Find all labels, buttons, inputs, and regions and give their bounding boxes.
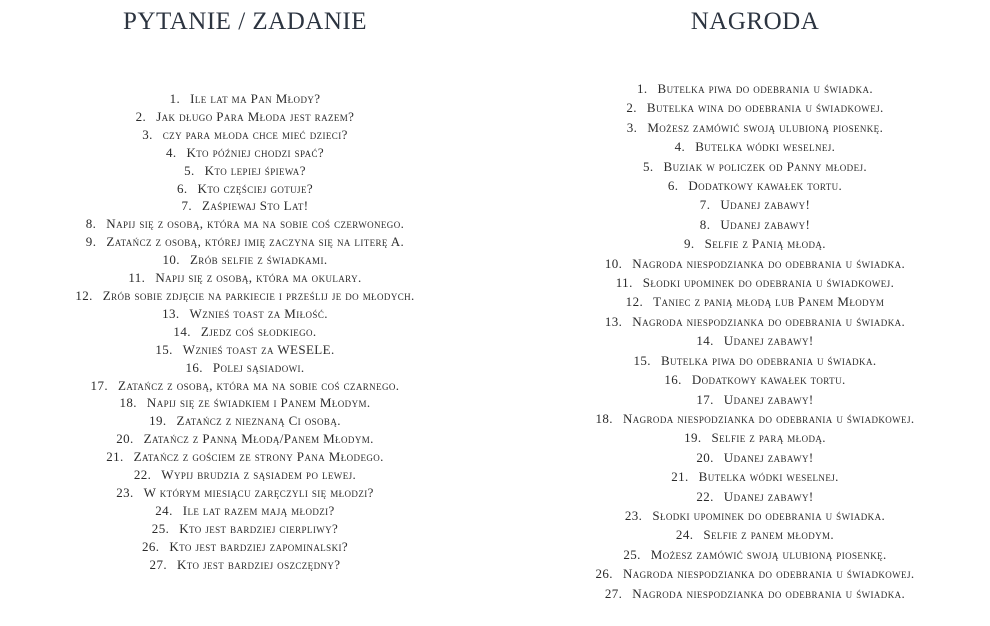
item-number: 6. bbox=[176, 180, 188, 196]
item-text: Napij się z osobą, która ma na sobie coś czerwonego. bbox=[106, 216, 405, 232]
list-item bbox=[520, 448, 990, 467]
item-text: Butelka piwa do odebrania u świadka. bbox=[657, 81, 874, 96]
list-item bbox=[10, 359, 480, 377]
list-item bbox=[10, 287, 480, 305]
item-number: 17. bbox=[90, 377, 108, 393]
item-number: 23. bbox=[624, 507, 643, 523]
item-text: Polej sąsiadowi. bbox=[212, 359, 305, 375]
item-text: Udanej zabawy! bbox=[723, 488, 814, 504]
list-item bbox=[520, 545, 990, 564]
item-number: 1. bbox=[169, 91, 181, 106]
question-column-title: PYTANIE / ZADANIE bbox=[123, 8, 367, 35]
item-text: Napij się z osobą, która ma okulary. bbox=[155, 270, 362, 286]
item-number: 2. bbox=[626, 100, 637, 116]
item-number: 4. bbox=[674, 139, 686, 155]
item-text: Buziak w policzek od Panny młodej. bbox=[663, 158, 868, 174]
item-number: 19. bbox=[149, 413, 167, 429]
item-number: 7. bbox=[181, 198, 193, 214]
item-text: Butelka wódki weselnej. bbox=[698, 469, 839, 485]
list-item bbox=[520, 428, 990, 447]
item-number: 21. bbox=[106, 449, 124, 465]
item-text: Udanej zabawy! bbox=[720, 197, 811, 213]
item-number: 15. bbox=[633, 352, 651, 368]
item-number: 19. bbox=[684, 430, 702, 446]
item-number: 5. bbox=[642, 158, 654, 174]
item-number: 8. bbox=[85, 216, 97, 232]
item-text: Napij się ze świadkiem i Panem Młodym. bbox=[146, 395, 371, 411]
item-text: Wznieś toast za WESELE. bbox=[182, 341, 335, 357]
item-number: 12. bbox=[625, 294, 644, 310]
item-number: 24. bbox=[675, 527, 694, 543]
item-text: Taniec z panią młodą lub Panem Młodym bbox=[653, 294, 885, 310]
item-number: 26. bbox=[595, 566, 613, 582]
item-text: Zatańcz z gościem ze strony Pana Młodego. bbox=[133, 449, 384, 465]
item-text: Selfie z Panią młodą. bbox=[704, 236, 826, 252]
item-text: Wznieś toast za Miłość. bbox=[189, 305, 328, 321]
list-item bbox=[10, 556, 480, 574]
item-number: 3. bbox=[142, 126, 153, 142]
list-item bbox=[520, 79, 990, 98]
item-number: 14. bbox=[696, 333, 714, 349]
item-text: Udanej zabawy! bbox=[723, 391, 814, 407]
list-item bbox=[10, 377, 480, 395]
item-text: Selfie z panem młodym. bbox=[703, 527, 835, 543]
list-item bbox=[520, 137, 990, 156]
list-item bbox=[10, 394, 480, 412]
item-number: 7. bbox=[699, 197, 711, 213]
item-text: Zatańcz z Panną Młodą/Panem Młodym. bbox=[143, 431, 374, 447]
list-item bbox=[520, 331, 990, 350]
item-number: 22. bbox=[133, 467, 152, 483]
item-text: Możesz zamówić swoją ulubioną piosenkę. bbox=[647, 119, 884, 135]
list-item bbox=[520, 525, 990, 544]
item-text: Zatańcz z nieznaną Ci osobą. bbox=[176, 413, 341, 429]
list-item bbox=[10, 448, 480, 466]
item-text: Ile lat ma Pan Młody? bbox=[190, 91, 321, 106]
item-text: Butelka wódki weselnej. bbox=[695, 139, 836, 155]
item-text: Możesz zamówić swoją ulubioną piosenkę. bbox=[650, 546, 887, 562]
list-item bbox=[10, 520, 480, 538]
list-item bbox=[520, 467, 990, 486]
list-item bbox=[520, 157, 990, 176]
item-text: Udanej zabawy! bbox=[720, 216, 811, 232]
item-number: 8. bbox=[699, 216, 711, 232]
item-text: Ile lat razem mają młodzi? bbox=[182, 502, 335, 518]
list-item bbox=[520, 487, 990, 506]
item-text: Kto częściej gotuje? bbox=[197, 180, 314, 196]
item-number: 13. bbox=[162, 305, 180, 321]
item-number: 27. bbox=[149, 556, 167, 572]
item-text: Zrób sobie zdjęcie na parkiecie i prześlij je do młodych. bbox=[102, 287, 415, 303]
reward-list bbox=[520, 79, 990, 603]
list-item bbox=[520, 254, 990, 273]
list-item bbox=[10, 341, 480, 359]
list-item bbox=[520, 118, 990, 137]
list-item bbox=[10, 144, 480, 162]
item-number: 11. bbox=[615, 275, 633, 291]
item-number: 12. bbox=[75, 287, 93, 303]
item-number: 10. bbox=[162, 252, 180, 268]
list-item bbox=[520, 273, 990, 292]
item-number: 16. bbox=[185, 359, 203, 375]
item-number: 15. bbox=[155, 341, 173, 357]
item-number: 25. bbox=[623, 546, 641, 562]
list-item bbox=[520, 409, 990, 428]
item-number: 23. bbox=[116, 484, 134, 500]
item-number: 10. bbox=[604, 255, 623, 271]
list-item bbox=[10, 502, 480, 520]
list-item bbox=[520, 351, 990, 370]
item-number: 25. bbox=[151, 520, 170, 536]
item-text: Dodatkowy kawałek tortu. bbox=[691, 372, 846, 388]
list-item bbox=[10, 108, 480, 126]
item-text: Jak długo Para Młoda jest razem? bbox=[156, 108, 355, 124]
list-item bbox=[10, 251, 480, 269]
item-number: 3. bbox=[626, 119, 638, 135]
item-number: 17. bbox=[696, 391, 714, 407]
item-text: Zaśpiewaj Sto Lat! bbox=[202, 198, 309, 214]
item-number: 26. bbox=[141, 538, 160, 554]
item-number: 6. bbox=[667, 178, 679, 194]
list-item bbox=[520, 564, 990, 583]
list-item bbox=[520, 195, 990, 214]
item-number: 20. bbox=[696, 449, 714, 465]
list-item bbox=[10, 215, 480, 233]
list-item bbox=[10, 197, 480, 215]
item-text: Kto jest bardziej oszczędny? bbox=[177, 556, 341, 572]
list-item bbox=[10, 162, 480, 180]
list-item bbox=[10, 126, 480, 144]
list-item bbox=[520, 312, 990, 331]
item-number: 21. bbox=[671, 469, 689, 485]
item-text: Dodatkowy kawałek tortu. bbox=[688, 178, 843, 194]
reward-column-title: NAGRODA bbox=[690, 8, 820, 35]
item-text: Butelka wina do odebrania u świadkowej. bbox=[646, 100, 884, 116]
item-text: Udanej zabawy! bbox=[723, 333, 814, 349]
list-item bbox=[10, 538, 480, 556]
item-number: 4. bbox=[165, 144, 177, 160]
list-item bbox=[520, 176, 990, 195]
list-item bbox=[10, 233, 480, 251]
item-number: 13. bbox=[604, 313, 623, 329]
item-text: Wypij brudzia z sąsiadem po lewej. bbox=[161, 467, 357, 483]
item-number: 18. bbox=[119, 395, 137, 411]
item-text: Udanej zabawy! bbox=[723, 449, 814, 465]
item-number: 2. bbox=[135, 108, 147, 124]
item-number: 18. bbox=[595, 410, 613, 426]
list-item bbox=[520, 390, 990, 409]
item-text: Kto jest bardziej cierpliwy? bbox=[179, 520, 339, 536]
list-item bbox=[520, 370, 990, 389]
list-item bbox=[10, 412, 480, 430]
item-text: Nagroda niespodzianka do odebrania u świadka. bbox=[632, 313, 906, 329]
item-text: Nagroda niespodzianka do odebrania u świadka. bbox=[632, 585, 906, 601]
item-text: Kto jest bardziej zapominalski? bbox=[169, 538, 349, 554]
list-item bbox=[10, 430, 480, 448]
item-text: Zatańcz z osobą, której imię zaczyna się na literę A. bbox=[106, 234, 405, 250]
item-text: Kto lepiej śpiewa? bbox=[204, 162, 306, 178]
item-text: Nagroda niespodzianka do odebrania u świadkowej. bbox=[622, 410, 915, 426]
item-text: Butelka piwa do odebrania u świadka. bbox=[660, 352, 877, 368]
item-text: Słodki upominek do odebrania u świadka. bbox=[652, 507, 886, 523]
list-item bbox=[10, 269, 480, 287]
list-item bbox=[520, 215, 990, 234]
item-text: czy para młoda chce mieć dzieci? bbox=[162, 126, 348, 142]
list-item bbox=[10, 323, 480, 341]
item-text: Nagroda niespodzianka do odebrania u świadkowej. bbox=[622, 566, 915, 582]
item-number: 1. bbox=[636, 81, 648, 96]
item-text: Nagroda niespodzianka do odebrania u świadka. bbox=[632, 255, 906, 271]
item-text: Zatańcz z osobą, która ma na sobie coś czarnego. bbox=[118, 377, 400, 393]
item-number: 9. bbox=[684, 236, 695, 252]
item-number: 5. bbox=[184, 162, 195, 178]
question-list bbox=[10, 90, 480, 573]
item-number: 27. bbox=[604, 585, 623, 601]
list-item bbox=[520, 584, 990, 603]
item-number: 14. bbox=[173, 323, 191, 339]
item-number: 22. bbox=[696, 488, 714, 504]
item-text: Zrób selfie z świadkami. bbox=[189, 252, 328, 268]
item-number: 20. bbox=[116, 431, 134, 447]
list-item bbox=[520, 234, 990, 253]
list-item bbox=[10, 466, 480, 484]
list-item bbox=[520, 98, 990, 117]
item-text: Selfie z parą młodą. bbox=[711, 430, 826, 446]
item-text: W którym miesiącu zaręczyli się młodzi? bbox=[143, 484, 374, 500]
item-number: 24. bbox=[155, 502, 173, 518]
item-text: Kto później chodzi spać? bbox=[186, 144, 325, 160]
list-item bbox=[10, 305, 480, 323]
list-item bbox=[10, 484, 480, 502]
item-number: 9. bbox=[85, 234, 97, 250]
item-text: Zjedz coś słodkiego. bbox=[200, 323, 317, 339]
item-text: Słodki upominek do odebrania u świadkowej. bbox=[642, 275, 895, 291]
list-item bbox=[520, 506, 990, 525]
list-item bbox=[10, 180, 480, 198]
item-number: 11. bbox=[128, 270, 146, 286]
list-item bbox=[520, 292, 990, 311]
item-number: 16. bbox=[664, 372, 682, 388]
list-item bbox=[10, 90, 480, 108]
